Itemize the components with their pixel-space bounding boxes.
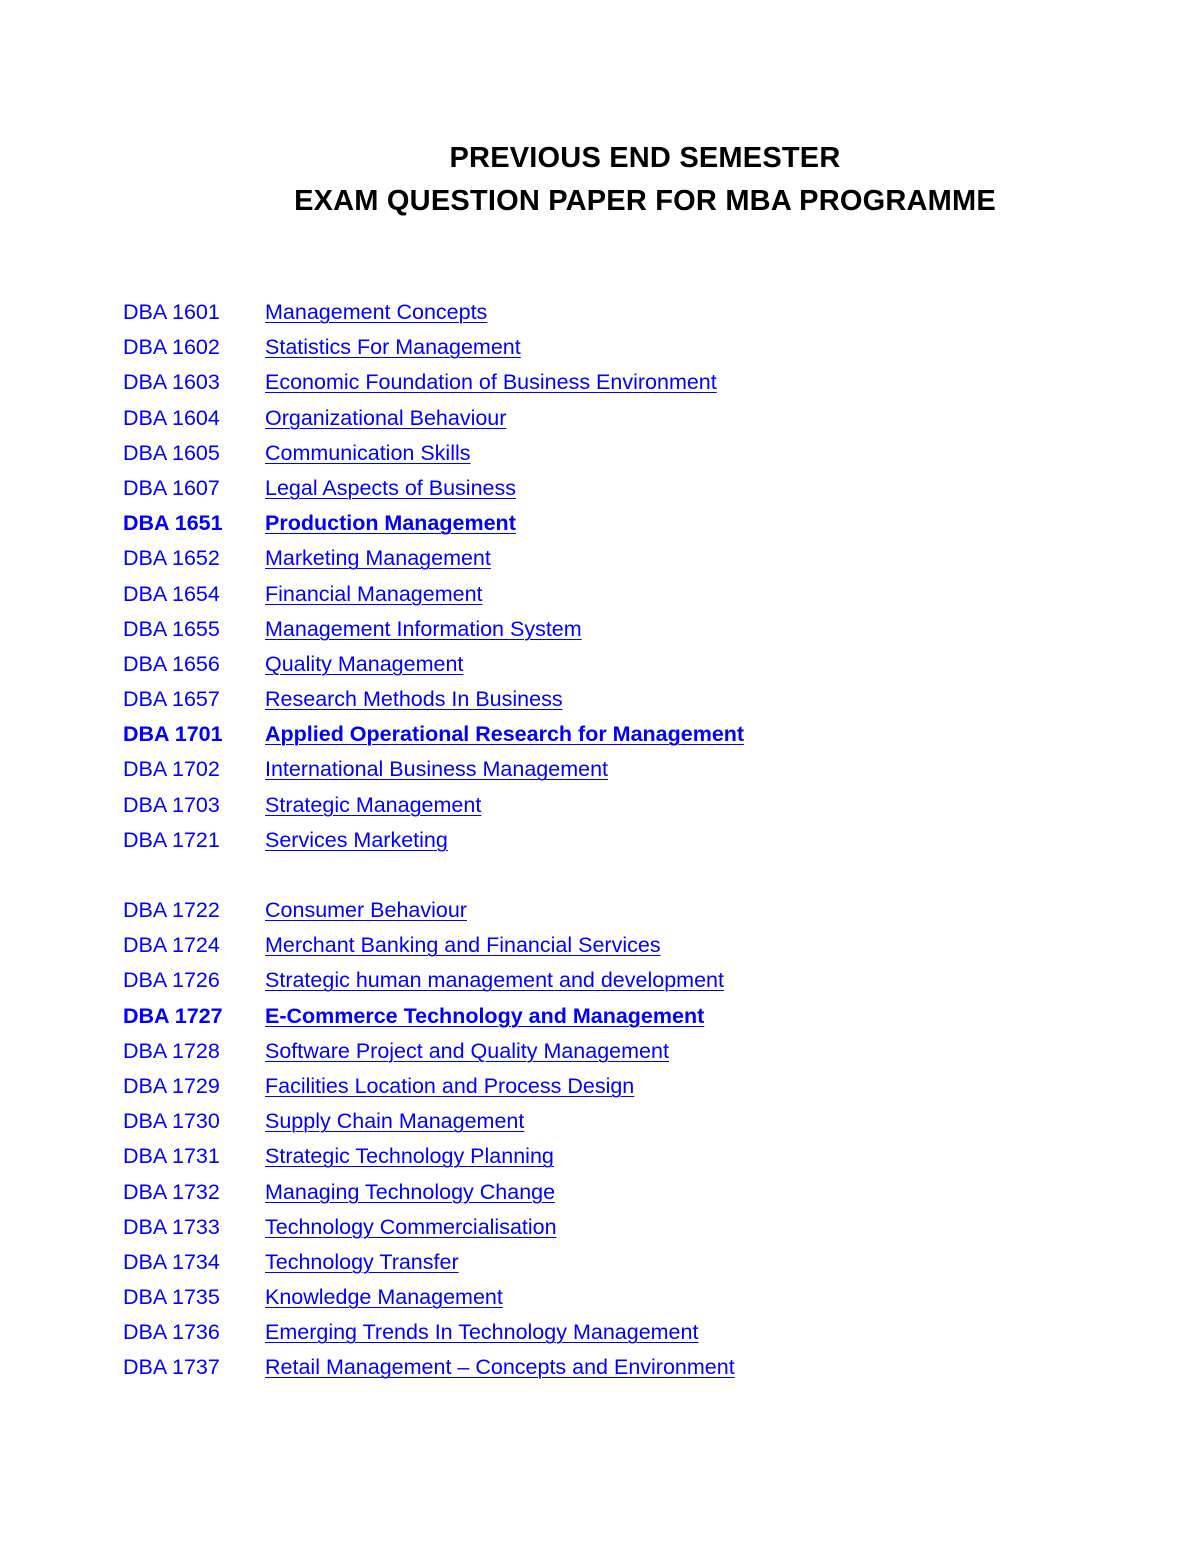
course-title: Communication Skills [265,440,471,465]
list-item [123,297,744,332]
list-item [123,543,744,578]
course-link-dba-1728[interactable] [123,1039,669,1063]
list-item [123,1036,744,1071]
course-code: DBA 1728 [123,1038,220,1063]
course-link-dba-1703[interactable] [123,793,481,817]
course-link-dba-1731[interactable] [123,1144,554,1168]
course-title: Supply Chain Management [265,1109,525,1134]
course-link-dba-1722[interactable] [123,898,467,922]
course-code: DBA 1603 [123,370,220,395]
course-link-dba-1601[interactable] [123,300,487,324]
list-item [123,1001,744,1036]
course-title: Software Project and Quality Management [265,1038,669,1063]
course-title: Management Concepts [265,300,488,324]
course-link-dba-1730[interactable] [123,1109,524,1133]
course-link-dba-1602[interactable] [123,335,521,359]
list-item [123,579,744,614]
course-link-dba-1654[interactable] [123,582,483,606]
course-title: Strategic human management and development [265,968,724,993]
course-code: DBA 1652 [123,546,220,571]
course-title: Organizational Behaviour [265,405,507,430]
course-title: Emerging Trends In Technology Management [265,1320,699,1345]
course-link-dba-1651[interactable] [123,511,516,535]
page-title-line-2: EXAM QUESTION PAPER FOR MBA PROGRAMME [294,185,996,217]
course-code: DBA 1601 [123,300,220,324]
course-code: DBA 1736 [123,1320,220,1345]
course-code: DBA 1655 [123,616,220,641]
course-link-dba-1735[interactable] [123,1285,503,1309]
course-code: DBA 1737 [123,1355,220,1380]
course-title: Managing Technology Change [265,1179,556,1204]
course-code: DBA 1733 [123,1214,220,1239]
list-spacer [123,860,744,895]
course-code: DBA 1727 [123,1003,223,1028]
course-link-dba-1657[interactable] [123,687,563,711]
list-item [123,965,744,1000]
course-code: DBA 1657 [123,687,220,712]
course-link-dba-1737[interactable] [123,1355,735,1379]
course-title: Research Methods In Business [265,687,563,712]
list-item [123,614,744,649]
course-link-dba-1655[interactable] [123,617,582,641]
list-item [123,473,744,508]
list-item [123,438,744,473]
list-item [123,1106,744,1141]
list-item [123,754,744,789]
course-title: Facilities Location and Process Design [265,1073,635,1098]
course-link-dba-1702[interactable] [123,757,608,781]
course-code: DBA 1702 [123,757,220,782]
course-code: DBA 1731 [123,1144,220,1169]
course-title: Management Information System [265,616,582,641]
course-code: DBA 1726 [123,968,220,993]
list-item [123,719,744,754]
list-item [123,367,744,402]
course-code: DBA 1656 [123,651,220,676]
course-code: DBA 1602 [123,335,220,360]
list-item [123,403,744,438]
course-link-dba-1732[interactable] [123,1180,555,1204]
course-title: Financial Management [265,581,483,606]
course-link-dba-1701[interactable] [123,722,744,746]
list-item [123,649,744,684]
course-code: DBA 1722 [123,898,220,922]
list-item [123,930,744,965]
course-code: DBA 1735 [123,1285,220,1310]
course-title: Retail Management – Concepts and Environment [265,1355,735,1380]
course-code: DBA 1732 [123,1179,220,1204]
course-title: Technology Commercialisation [265,1214,557,1239]
course-title: Technology Transfer [265,1249,459,1274]
course-code: DBA 1607 [123,475,220,500]
list-item [123,1071,744,1106]
list-item [123,1141,744,1176]
course-link-dba-1603[interactable] [123,370,717,394]
course-title: Production Management [265,511,516,536]
course-link-dba-1729[interactable] [123,1074,634,1098]
course-title: Knowledge Management [265,1285,503,1310]
course-code: DBA 1654 [123,581,220,606]
course-link-dba-1726[interactable] [123,968,724,992]
course-title: Services Marketing [265,827,448,852]
course-title: Economic Foundation of Business Environment [265,370,717,395]
course-link-dba-1721[interactable] [123,828,448,852]
course-link-list [123,297,744,1388]
list-item [123,1247,744,1282]
course-title: Quality Management [265,651,464,676]
course-title: Strategic Management [265,792,482,817]
course-code: DBA 1734 [123,1249,220,1274]
course-title: Strategic Technology Planning [265,1144,554,1169]
course-link-dba-1656[interactable] [123,652,463,676]
course-title: Applied Operational Research for Management [265,722,745,747]
list-item [123,332,744,367]
list-item [123,1177,744,1212]
list-item [123,684,744,719]
course-title: International Business Management [265,757,609,782]
course-code: DBA 1604 [123,405,220,430]
course-title: E-Commerce Technology and Management [265,1003,705,1028]
course-title: Statistics For Management [265,335,521,360]
list-item [123,1352,744,1387]
course-code: DBA 1651 [123,511,223,536]
course-link-dba-1724[interactable] [123,933,661,957]
list-item [123,1317,744,1352]
page-title-line-1: PREVIOUS END SEMESTER [449,142,841,174]
course-code: DBA 1730 [123,1109,220,1134]
course-code: DBA 1703 [123,792,220,817]
course-code: DBA 1724 [123,933,220,958]
list-item [123,790,744,825]
list-item [123,1212,744,1247]
course-title: Legal Aspects of Business [265,475,516,500]
course-title: Consumer Behaviour [265,898,467,922]
course-code: DBA 1721 [123,827,220,852]
list-item [123,508,744,543]
course-link-dba-1736[interactable] [123,1320,698,1344]
course-link-dba-1727[interactable] [123,1004,704,1028]
course-link-dba-1605[interactable] [123,441,471,465]
course-code: DBA 1605 [123,440,220,465]
course-link-dba-1734[interactable] [123,1250,459,1274]
list-item [123,1282,744,1317]
course-code: DBA 1701 [123,722,223,747]
list-item [123,825,744,860]
course-title: Merchant Banking and Financial Services [265,933,661,958]
course-link-dba-1652[interactable] [123,546,491,570]
course-link-dba-1607[interactable] [123,476,516,500]
course-title: Marketing Management [265,546,491,571]
list-item [123,895,744,930]
course-code: DBA 1729 [123,1073,220,1098]
course-link-dba-1604[interactable] [123,406,506,430]
course-link-dba-1733[interactable] [123,1215,557,1239]
